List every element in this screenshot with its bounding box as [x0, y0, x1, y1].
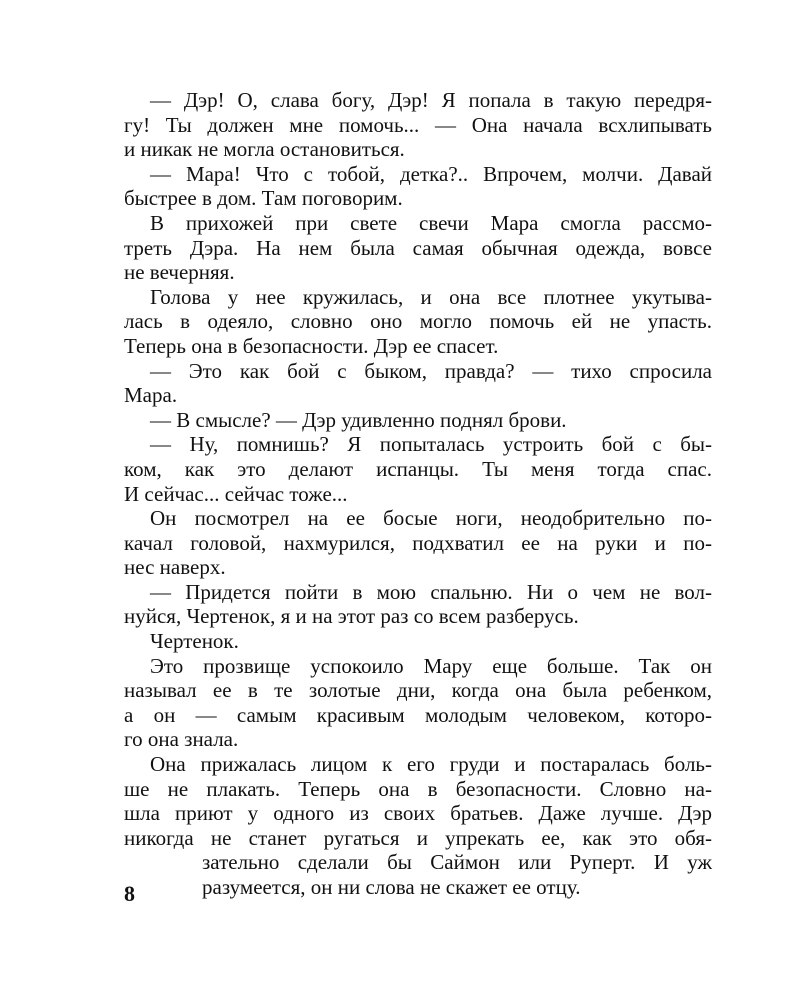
- text-line: — Дэр! О, слава богу, Дэр! Я попала в такую передря-: [150, 88, 712, 112]
- text-line: го она знала.: [124, 727, 239, 752]
- text-line: В прихожей при свете свечи Мара смогла рассмо-: [150, 210, 712, 235]
- text-line: — Мара! Что с тобой, детка?.. Впрочем, молчи. Давай: [150, 161, 712, 186]
- text-line: Мара.: [124, 383, 178, 408]
- text-line: никогда не станет ругаться и упрекать ее, как это обя-: [124, 825, 712, 850]
- text-line: треть Дэра. На нем была самая обычная одежда, вовсе: [124, 235, 712, 260]
- text-line: Он посмотрел на ее босые ноги, неодобрительно по-: [150, 506, 712, 531]
- text-line: зательно сделали бы Саймон или Руперт. И уж: [202, 850, 712, 875]
- text-line: — В смысле? — Дэр удивленно поднял брови.: [150, 407, 567, 432]
- text-line: а он — самым красивым молодым человеком, которо-: [124, 702, 712, 727]
- text-line: Она прижалась лицом к его груди и постаралась боль-: [150, 752, 712, 777]
- text-line: нуйся, Чертенок, я и на этот раз со всем разберусь.: [124, 604, 579, 629]
- text-line: быстрее в дом. Там поговорим.: [124, 186, 403, 211]
- text-line: — Это как бой с быком, правда? — тихо спросила: [150, 358, 712, 383]
- text-line: нес наверх.: [124, 555, 226, 580]
- text-line: лась в одеяло, словно оно могло помочь ей не упасть.: [124, 309, 712, 334]
- text-line: и никак не могла остановиться.: [124, 137, 405, 162]
- text-line: Голова у нее кружилась, и она все плотнее укутыва-: [150, 284, 712, 309]
- body-text: [124, 88, 712, 900]
- text-line: ком, как это делают испанцы. Ты меня тогда спас.: [124, 456, 712, 481]
- text-line: шла приют у одного из своих братьев. Даже лучше. Дэр: [124, 801, 712, 826]
- text-line: Теперь она в безопасности. Дэр ее спасет.: [124, 333, 499, 358]
- text-line: Чертенок.: [150, 629, 239, 654]
- text-line: гу! Ты должен мне помочь... — Она начала всхлипывать: [124, 112, 712, 137]
- page-number: 8: [124, 881, 135, 906]
- text-line: И сейчас... сейчас тоже...: [124, 481, 348, 506]
- text-line: называл ее в те золотые дни, когда она была ребенком,: [124, 678, 712, 703]
- text-line: разумеется, он ни слова не скажет ее отцу.: [202, 875, 581, 899]
- text-line: ше не плакать. Теперь она в безопасности. Словно на-: [124, 776, 712, 801]
- text-line: — Ну, помнишь? Я попыталась устроить бой с бы-: [150, 432, 712, 457]
- text-line: — Придется пойти в мою спальню. Ни о чем не вол-: [150, 579, 712, 604]
- text-line: не вечерняя.: [124, 260, 235, 285]
- text-line: Это прозвище успокоило Мару еще больше. Так он: [150, 653, 712, 678]
- text-line: качал головой, нахмурился, подхватил ее на руки и по-: [124, 530, 712, 555]
